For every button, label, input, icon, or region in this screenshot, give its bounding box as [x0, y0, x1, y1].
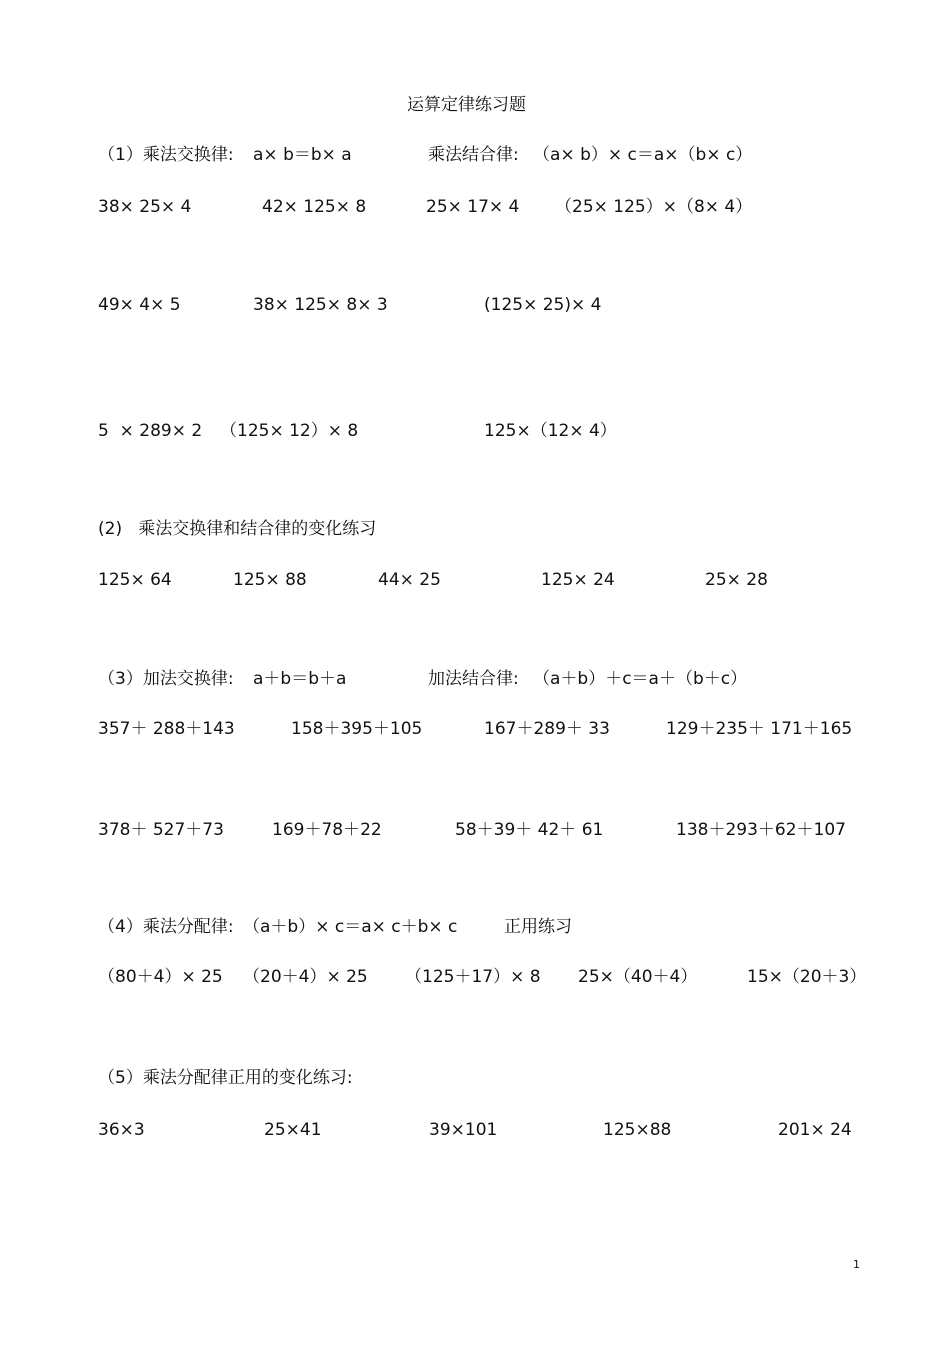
exercise: （25× 125）×（8× 4）	[555, 197, 753, 217]
exercise: （80＋4）× 25	[98, 967, 223, 987]
exercise: 38× 125× 8× 3	[253, 295, 388, 315]
section-3-heading: （3）加法交换律:	[98, 669, 234, 689]
exercise: 58＋39＋ 42＋ 61	[455, 820, 604, 840]
exercise: 49× 4× 5	[98, 295, 181, 315]
exercise: 25×41	[264, 1120, 322, 1140]
section-3-law-commutative: a＋b＝b＋a	[253, 669, 347, 689]
section-3-law-associative: （a＋b）＋c＝a＋（b＋c）	[533, 669, 748, 689]
exercise: 129＋235＋ 171＋165	[666, 719, 853, 739]
section-3-heading-2: 加法结合律:	[428, 669, 519, 689]
section-1-heading: （1）乘法交换律:	[98, 145, 234, 165]
exercise: 125× 64	[98, 570, 172, 590]
exercise: 158＋395＋105	[291, 719, 423, 739]
section-1-law-commutative: a× b＝b× a	[253, 145, 352, 165]
exercise: 42× 125× 8	[262, 197, 367, 217]
section-4-law-distributive: （a＋b）× c＝a× c＋b× c	[243, 917, 458, 937]
page-title: 运算定律练习题	[407, 95, 526, 115]
section-1-heading-2: 乘法结合律:	[428, 145, 519, 165]
exercise: 44× 25	[378, 570, 441, 590]
exercise: 15×（20＋3）	[747, 967, 867, 987]
section-5-heading: （5）乘法分配律正用的变化练习:	[98, 1068, 353, 1088]
exercise: （20＋4）× 25	[243, 967, 368, 987]
exercise: 138＋293＋62＋107	[676, 820, 846, 840]
exercise: 125×88	[603, 1120, 672, 1140]
exercise: 25×（40＋4）	[578, 967, 698, 987]
exercise: 39×101	[429, 1120, 498, 1140]
exercise: 36×3	[98, 1120, 145, 1140]
exercise: 38× 25× 4	[98, 197, 192, 217]
exercise: 167＋289＋ 33	[484, 719, 610, 739]
page-number: 1	[853, 1258, 860, 1271]
exercise: 25× 28	[705, 570, 768, 590]
exercise: 125× 24	[541, 570, 615, 590]
exercise: 357＋ 288＋143	[98, 719, 235, 739]
exercise: 378＋ 527＋73	[98, 820, 224, 840]
exercise: 25× 17× 4	[426, 197, 520, 217]
section-4-note: 正用练习	[504, 917, 572, 937]
exercise: (125× 25)× 4	[484, 295, 602, 315]
exercise: （125× 12）× 8	[220, 421, 359, 441]
exercise: 5 × 289× 2	[98, 421, 203, 441]
section-4-heading: （4）乘法分配律:	[98, 917, 234, 937]
exercise: 201× 24	[778, 1120, 852, 1140]
section-1-law-associative: （a× b）× c＝a×（b× c）	[533, 145, 753, 165]
section-2-heading: (2) 乘法交换律和结合律的变化练习	[98, 519, 377, 539]
exercise: 125× 88	[233, 570, 307, 590]
exercise: （125＋17）× 8	[405, 967, 541, 987]
exercise: 169＋78＋22	[272, 820, 382, 840]
exercise: 125×（12× 4）	[484, 421, 617, 441]
